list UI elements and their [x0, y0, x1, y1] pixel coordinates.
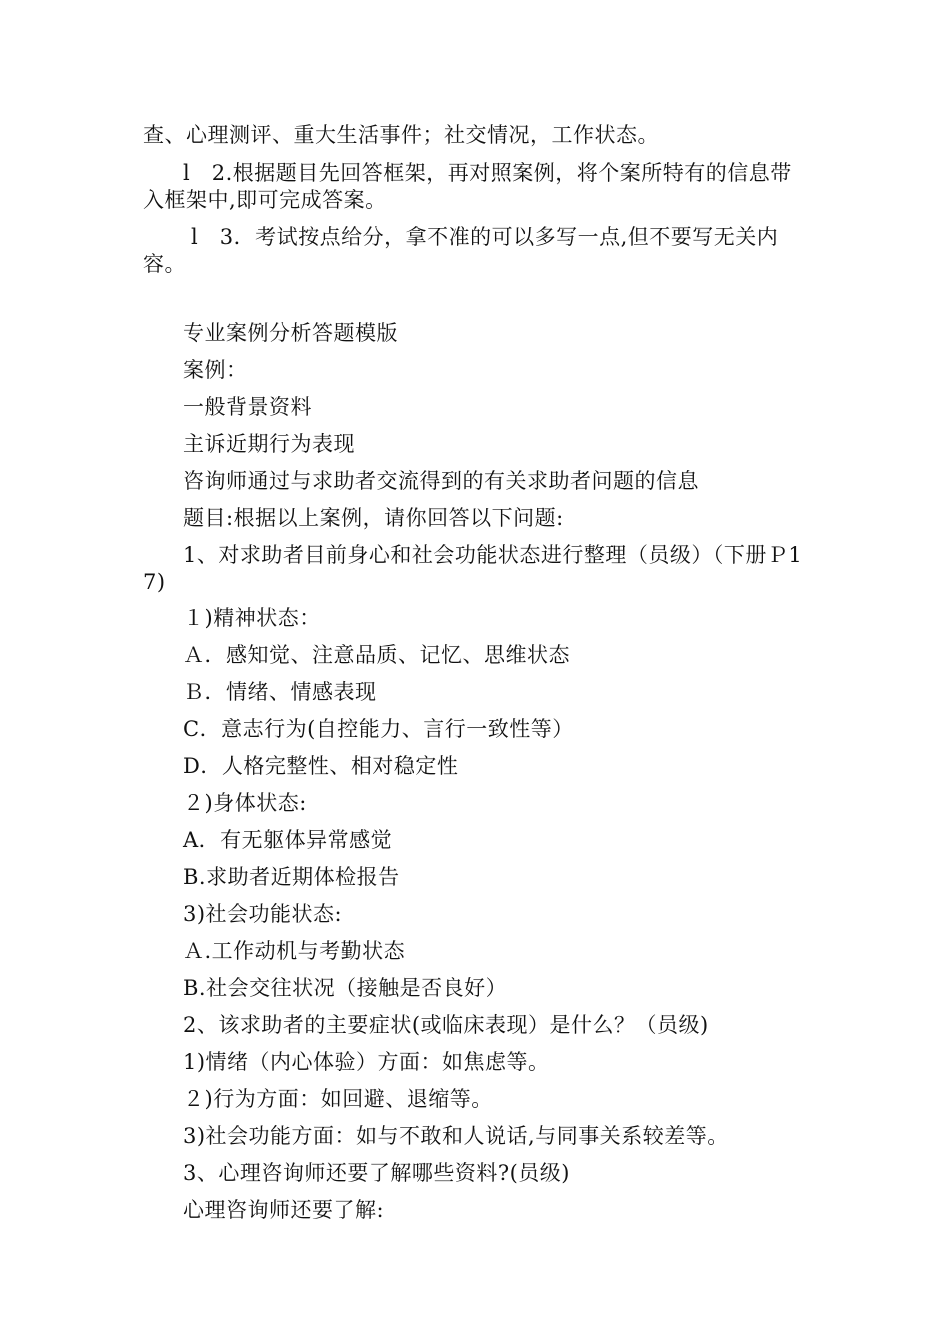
q1-mental-state: １)精神状态： [183, 606, 321, 630]
counselor-info-line: 咨询师通过与求助者交流得到的有关求助者问题的信息 [183, 469, 699, 493]
question-2: 2、该求助者的主要症状(或临床表现）是什么？（员级) [183, 1013, 709, 1037]
q3-intro: 心理咨询师还要了解: [183, 1198, 385, 1222]
question-intro: 题目:根据以上案例，请你回答以下问题: [183, 506, 564, 530]
question-1: 1、对求助者目前身心和社会功能状态进行整理（员级）（下册Ｐ17) [143, 543, 803, 594]
general-background-line: 一般背景资料 [183, 395, 312, 419]
template-title: 专业案例分析答题模版 [183, 321, 398, 345]
tip-paragraph-2: l 2.根据题目先回答框架，再对照案例，将个案所特有的信息带入框架中,即可完成答案。 [143, 161, 792, 212]
q1-mental-b: Ｂ．情绪、情感表现 [183, 680, 377, 704]
tip-paragraph-3: l 3．考试按点给分，拿不准的可以多写一点,但不要写无关内容。 [143, 225, 779, 276]
q1-body-a: A．有无躯体异常感觉 [183, 828, 393, 852]
q1-social-b: B.社会交往状况（接触是否良好） [183, 976, 508, 1000]
q1-mental-c: C．意志行为(自控能力、言行一致性等） [183, 717, 574, 741]
q1-mental-a: Ａ．感知觉、注意品质、记忆、思维状态 [183, 643, 570, 667]
q2-social: 3)社会功能方面：如与不敢和人说话,与同事关系较差等。 [183, 1124, 729, 1148]
q1-social-a: Ａ.工作动机与考勤状态 [183, 939, 406, 963]
q1-body-b: B.求助者近期体检报告 [183, 865, 400, 889]
continued-line: 查、心理测评、重大生活事件；社交情况，工作状态。 [143, 123, 659, 147]
q1-social-state: 3)社会功能状态: [183, 902, 343, 926]
case-label: 案例： [183, 358, 248, 382]
question-3: 3、心理咨询师还要了解哪些资料?(员级) [183, 1161, 571, 1185]
q2-behavior: ２)行为方面：如回避、退缩等。 [183, 1087, 493, 1111]
q2-emotion: 1)情绪（内心体验）方面：如焦虑等。 [183, 1050, 550, 1074]
q1-body-state: ２)身体状态: [183, 791, 307, 815]
q1-mental-d: D．人格完整性、相对稳定性 [183, 754, 459, 778]
complaint-line: 主诉近期行为表现 [183, 432, 355, 456]
